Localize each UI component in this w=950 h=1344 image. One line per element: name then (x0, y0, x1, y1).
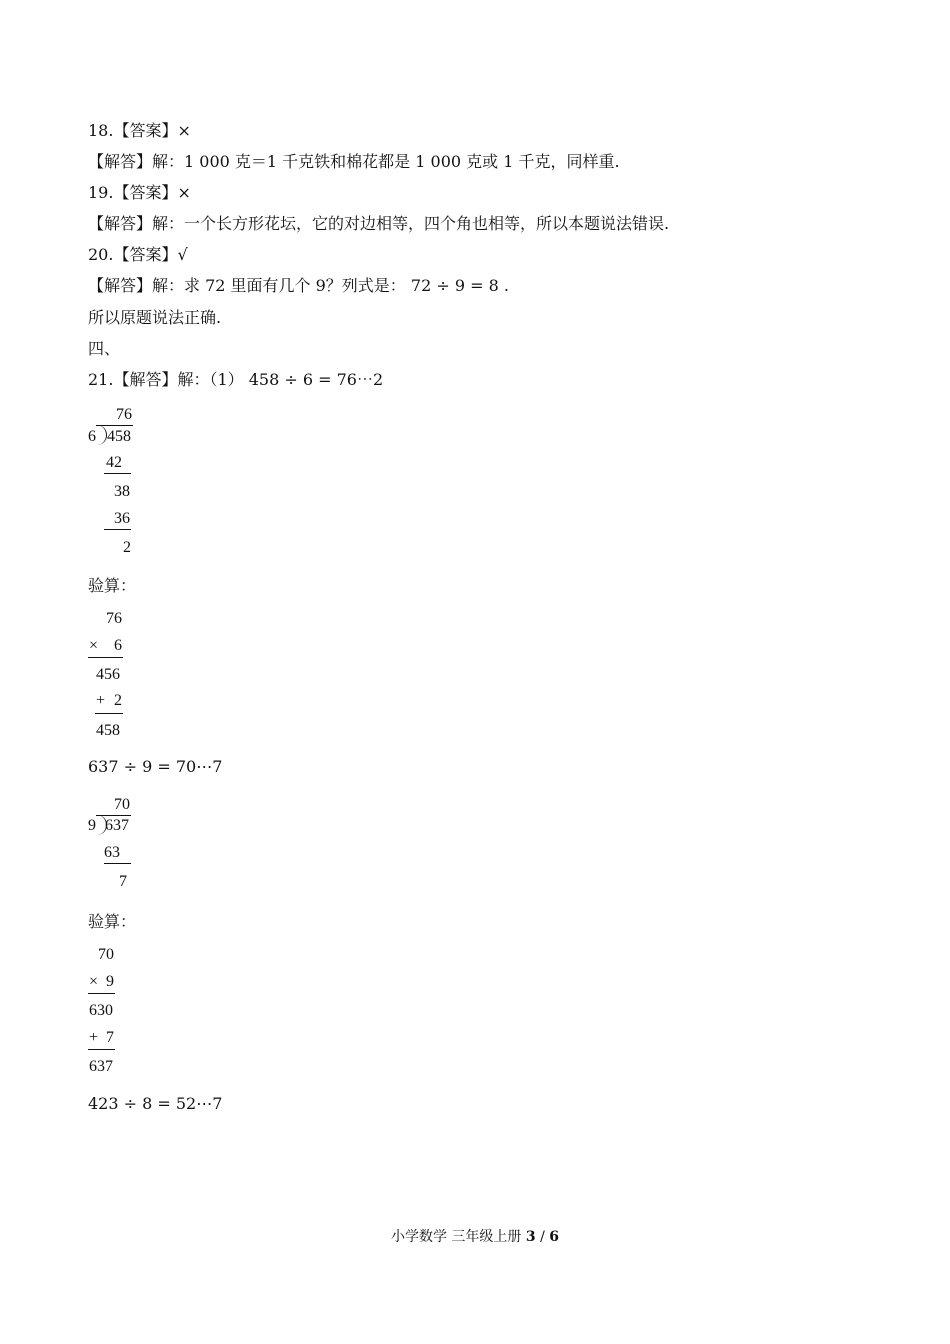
check-label-1: 验算： (88, 576, 137, 595)
division1-bracket (96, 425, 107, 445)
division1-step2: 38 (114, 483, 130, 500)
check1-multiplier: 6 (114, 637, 122, 654)
check1-addend: 2 (114, 692, 122, 709)
check2-multiplier: 9 (106, 973, 114, 990)
footer-subject: 小学数学 三年级上册 (390, 1229, 526, 1245)
page-current: 3 (525, 1229, 536, 1245)
q19-explanation: 【解答】解：一个长方形花坛，它的对边相等，四个角也相等，所以本题说法错误. (88, 214, 670, 233)
division1-divisor: 6 (88, 428, 96, 445)
q20-answer: 20.【答案】√ (88, 245, 188, 264)
check2-product: 630 (89, 1002, 113, 1019)
check2-addend: 7 (106, 1029, 114, 1046)
check1-result: 458 (96, 722, 120, 739)
check1-times-sign: × (89, 637, 99, 654)
division1-quotient: 76 (116, 406, 132, 423)
q18-answer: 18.【答案】× (88, 121, 191, 140)
page-footer (0, 1226, 950, 1246)
check2-rule-2 (88, 1049, 115, 1050)
check1-product: 456 (96, 666, 120, 683)
check-label-2: 验算： (88, 912, 137, 931)
equation-3: 423 ÷ 8 = 52⋯7 (88, 1094, 223, 1113)
check2-top: 70 (98, 946, 114, 963)
check2-rule-1 (88, 993, 115, 994)
division2-quotient: 70 (114, 796, 130, 813)
q21-heading: 21.【解答】解：（1） 458 ÷ 6 = 76⋯2 (88, 370, 384, 389)
check1-rule-2 (95, 713, 123, 714)
check1-plus-sign: + (96, 692, 106, 709)
check2-plus-sign: + (89, 1029, 99, 1046)
check1-rule-1 (88, 657, 123, 658)
division2-divisor: 9 (88, 817, 96, 834)
check2-result: 637 (89, 1058, 113, 1075)
division1-step1: 42 (106, 454, 122, 471)
division1-rule-1 (104, 473, 131, 474)
q18-explanation: 【解答】解：1 000 克＝1 千克铁和棉花都是 1 000 克或 1 千克，同样重. (88, 152, 620, 171)
division1-dividend: 458 (107, 428, 131, 445)
equation-2: 637 ÷ 9 = 70⋯7 (88, 757, 223, 776)
q20-explanation: 【解答】解：求 72 里面有几个 9？列式是： 72 ÷ 9 = 8 . (88, 276, 509, 295)
division2-dividend: 637 (105, 817, 129, 834)
q19-answer: 19.【答案】× (88, 183, 191, 202)
check2-times-sign: × (89, 973, 99, 990)
division1-rule-2 (104, 529, 131, 530)
division1-remainder: 2 (123, 539, 131, 556)
division2-step1: 63 (104, 844, 120, 861)
page-separator: / (535, 1229, 550, 1245)
division1-step3: 36 (114, 510, 130, 527)
section-four-heading: 四、 (88, 339, 121, 358)
page-total: 6 (549, 1229, 560, 1245)
check1-top: 76 (106, 610, 122, 627)
q20-conclusion: 所以原题说法正确. (88, 308, 222, 327)
division2-remainder: 7 (119, 873, 127, 890)
division2-rule (104, 863, 131, 864)
